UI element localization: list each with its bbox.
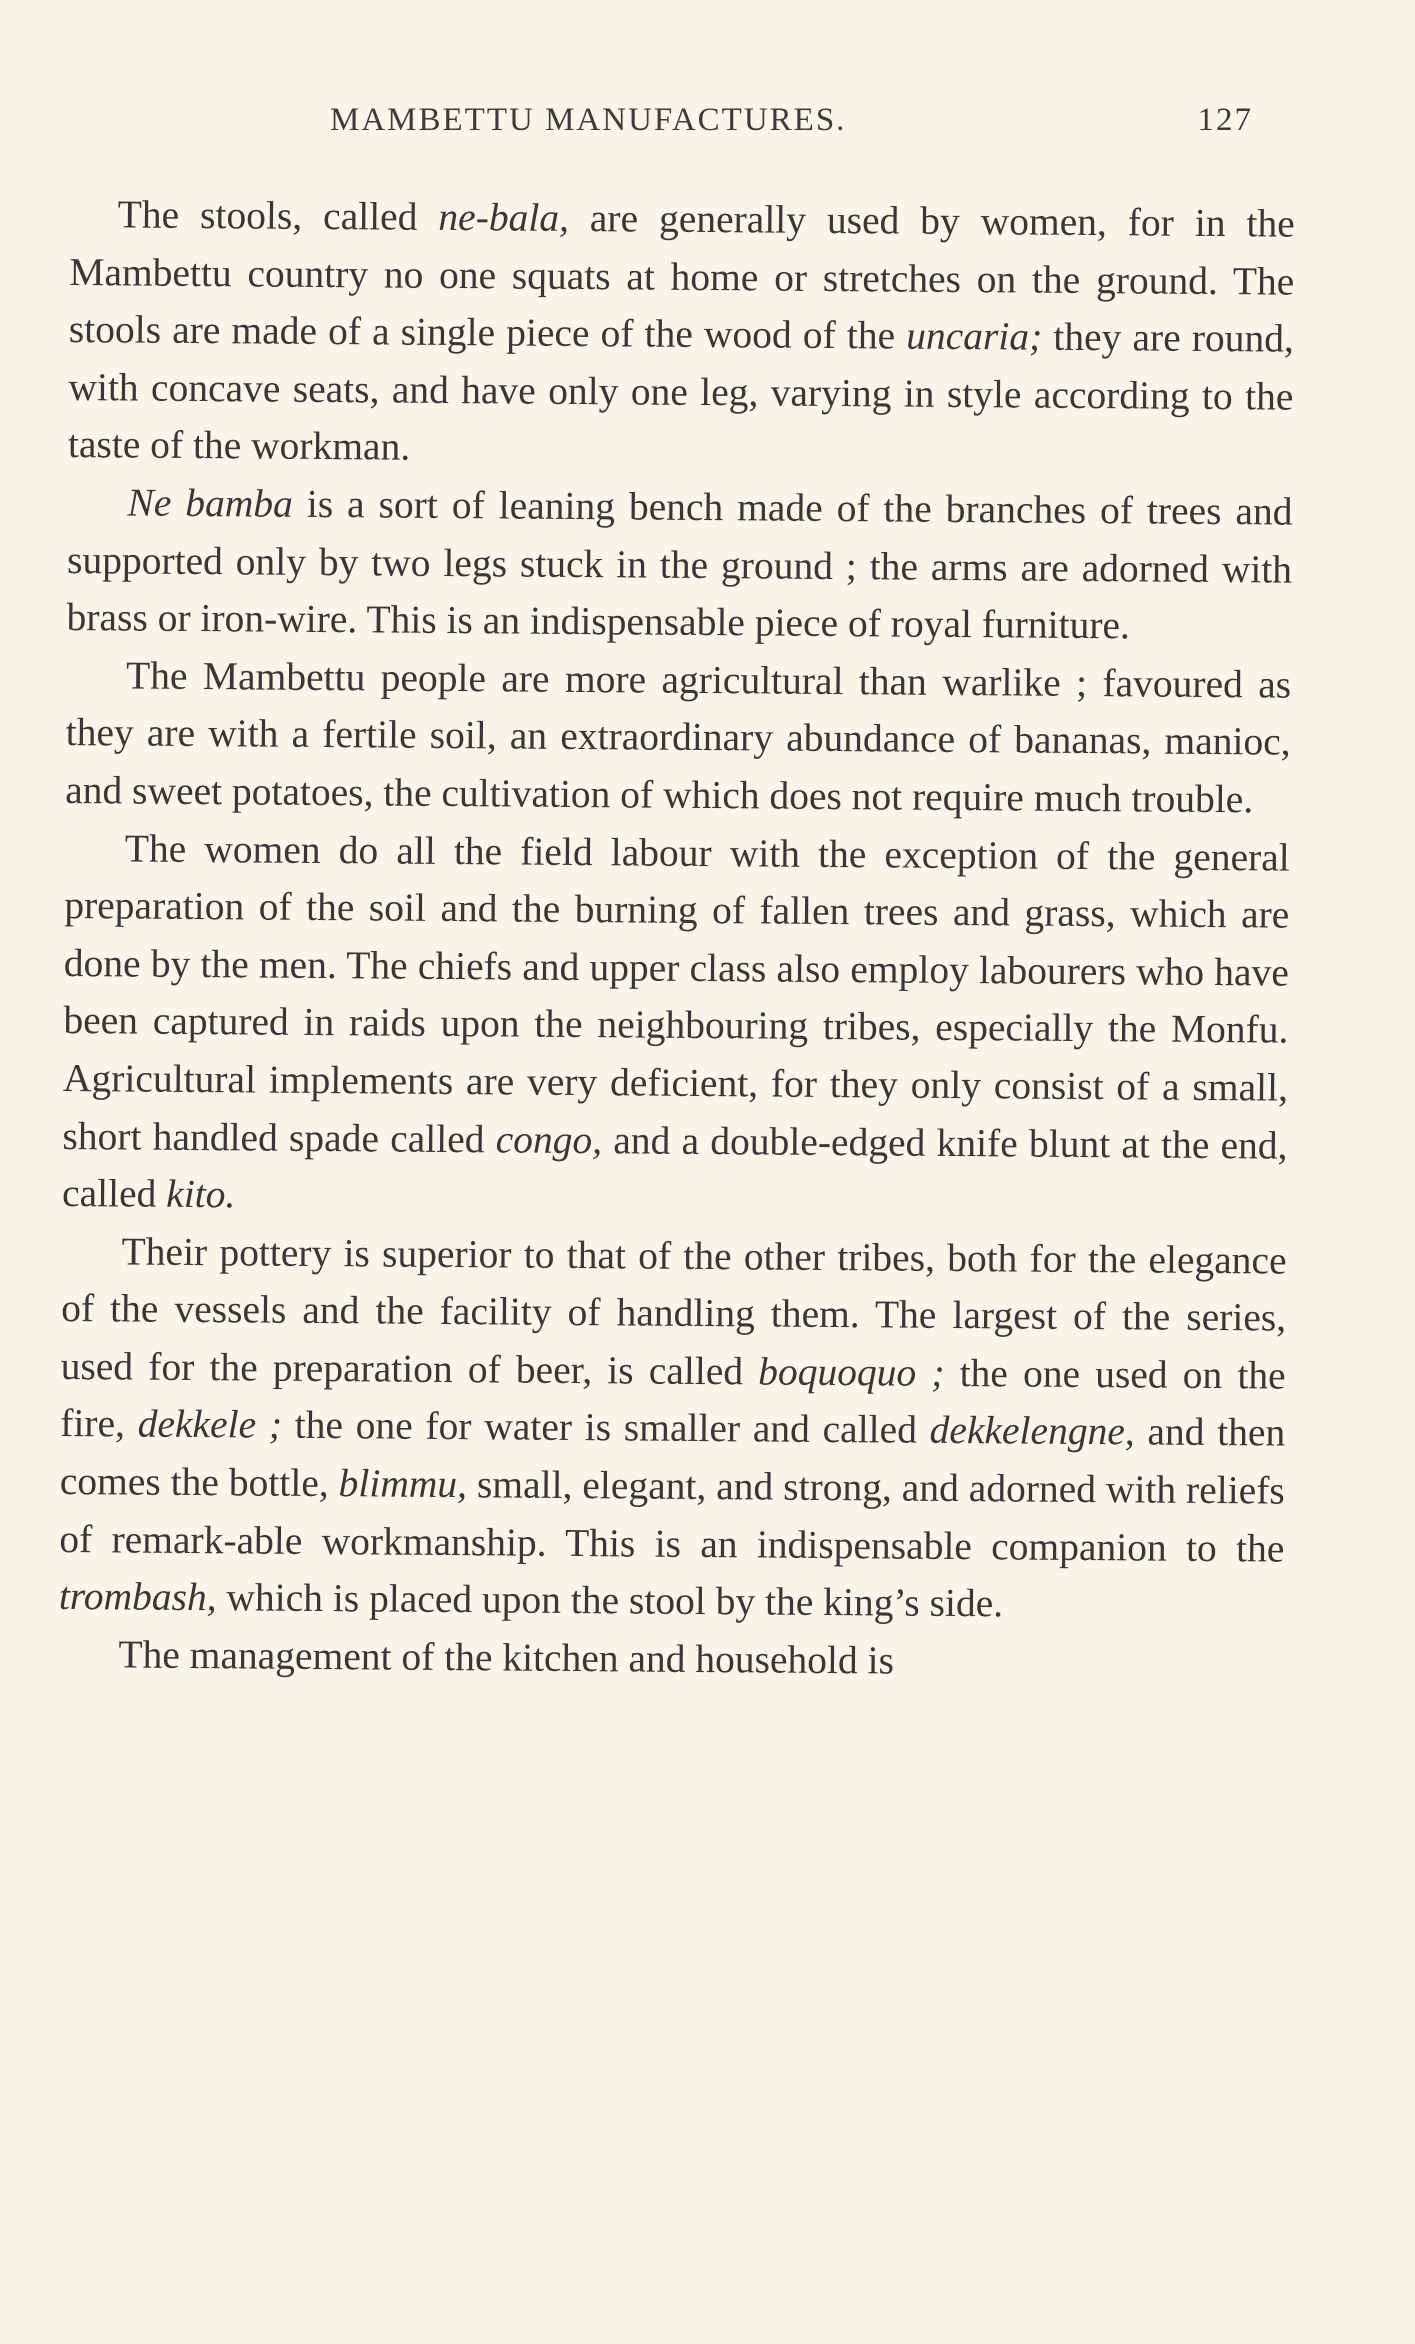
italic-term: congo, (495, 1116, 603, 1162)
italic-term: uncaria; (906, 313, 1043, 359)
text-run: The management of the kitchen and household is (118, 1632, 895, 1683)
text-run: the one used on the fire, (60, 1350, 1286, 1447)
running-header (330, 102, 1253, 152)
text-run: The women do all the field labour with the exception of the general preparation of the soil and the burning of fallen trees and grass, which are done by the men. The chiefs and upper class also employ labourers who have been captured in raids upon the neighbouring tribes, especially the Monfu. Agricultural implements are very deficient, for they only consist of a small, short handled spade called (62, 825, 1290, 1161)
running-title: MAMBETTU MANUFACTURES. (330, 102, 847, 138)
text-run: Their pottery is superior to that of the other tribes, both for the elegance of the vessels and the facility of handling them. The largest of the series, used for the preparation of beer, is called (60, 1229, 1287, 1394)
paragraph-pottery (59, 1223, 1287, 1636)
text-run: are generally used by women, for in the Mambettu country no one squats at home or stretches on the ground. The stools are made of a single piece of the wood of the (68, 195, 1295, 358)
paragraph-field-labour (62, 820, 1290, 1233)
text-run: The Mambettu people are more agricultural than warlike ; favoured as they are with a fertile soil, an extraordinary abundance of bananas, manioc, and sweet potatoes, the cultivation of which does not require much trouble. (65, 653, 1292, 822)
italic-term: blimmu, (338, 1461, 468, 1507)
text-run: small, elegant, and strong, and adorned with reliefs of remark-able workmanship. This is an indispensable companion to the (59, 1462, 1285, 1571)
paragraph-kitchen (58, 1626, 1283, 1693)
italic-term: boquoquo ; (758, 1349, 945, 1395)
italic-term: kito. (166, 1171, 236, 1217)
page-number: 127 (1197, 102, 1253, 138)
paragraph-agriculture (65, 647, 1291, 829)
italic-term: dekkelengne, (929, 1408, 1135, 1454)
text-run: and a double-edged knife blunt at the end, called (61, 1117, 1288, 1216)
italic-term: ne-bala, (438, 194, 570, 240)
paragraph-stools (68, 186, 1295, 484)
paragraph-bench (66, 474, 1292, 656)
text-run: which is placed upon the stool by the king’s side. (216, 1575, 1004, 1626)
text-run: is a sort of leaning bench made of the branches of trees and supported only by two legs stuck in the ground ; the arms are adorned with brass or iron-wire. This is an indispensable piece of royal furniture. (66, 481, 1293, 648)
text-run: the one for water is smaller and called (281, 1403, 930, 1453)
body-text (58, 186, 1295, 1693)
italic-term: trombash, (58, 1574, 217, 1620)
text-run: and then comes the bottle, (59, 1409, 1286, 1506)
italic-term: Ne bamba (127, 480, 294, 526)
text-run: they are round, with concave seats, and have only one leg, varying in style according to the taste of the workman. (67, 314, 1295, 470)
text-run: The stools, called (117, 192, 439, 239)
italic-term: dekkele ; (137, 1402, 283, 1448)
